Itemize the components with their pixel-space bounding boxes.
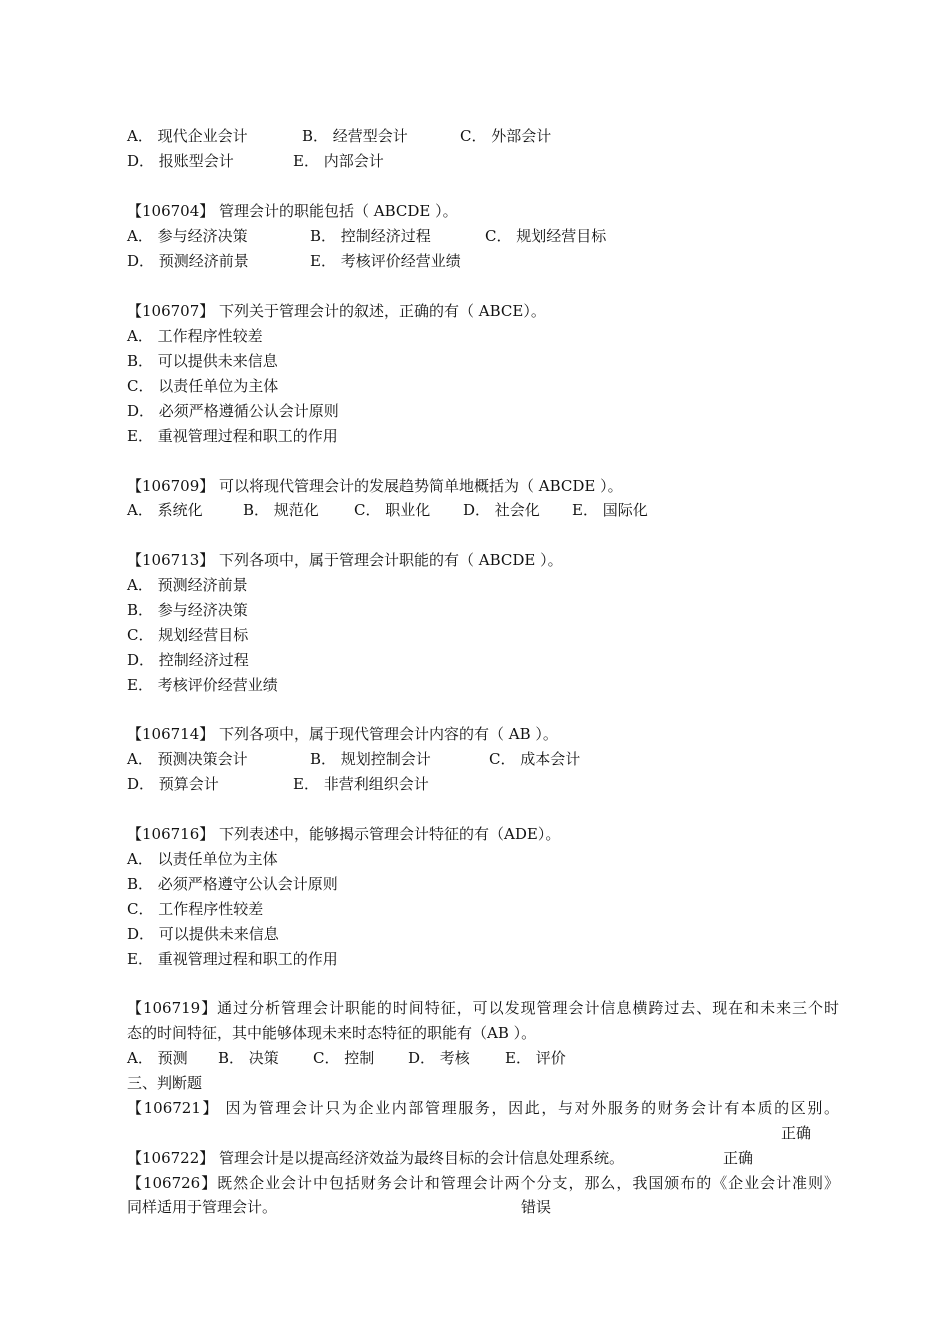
option-c: C． 以责任单位为主体 [127, 377, 279, 395]
option-b: B． 经营型会计 [302, 127, 408, 145]
option-e: E． 重视管理过程和职工的作用 [127, 950, 338, 968]
option-e: E． 国际化 [572, 501, 648, 519]
option-a: A． 参与经济决策 [127, 227, 248, 245]
judgment-stem: 【106721】 因为管理会计只为企业内部管理服务，因此，与对外服务的财务会计有本质的区别。 [127, 1099, 839, 1117]
section-title: 三、判断题 [127, 1074, 203, 1092]
option-a: A． 以责任单位为主体 [127, 850, 278, 868]
option-a: A． 现代企业会计 [127, 127, 248, 145]
option-d: D． 考核 [408, 1049, 470, 1067]
option-e: E． 非营利组织会计 [293, 775, 429, 793]
option-b: B． 决策 [218, 1049, 279, 1067]
option-d: D． 必须严格遵循公认会计原则 [127, 402, 339, 420]
option-c: C． 控制 [313, 1049, 375, 1067]
option-e: E． 考核评价经营业绩 [127, 676, 278, 694]
question-stem: 【106714】 下列各项中，属于现代管理会计内容的有（ AB ）。 [127, 725, 558, 743]
option-c: C． 规划经营目标 [127, 626, 249, 644]
question-stem: 【106709】 可以将现代管理会计的发展趋势简单地概括为（ ABCDE ）。 [127, 477, 623, 495]
judgment-answer: 错误 [521, 1198, 552, 1216]
option-e: E． 内部会计 [293, 152, 384, 170]
question-stem: 【106704】 管理会计的职能包括（ ABCDE ）。 [127, 202, 458, 220]
option-b: B． 规范化 [243, 501, 319, 519]
option-e: E． 考核评价经营业绩 [310, 252, 461, 270]
option-a: A． 工作程序性较差 [127, 327, 263, 345]
option-d: D． 社会化 [463, 501, 540, 519]
question-stem: 【106707】 下列关于管理会计的叙述，正确的有（ ABCE）。 [127, 302, 546, 320]
option-d: D． 可以提供未来信息 [127, 925, 279, 943]
option-b: B． 必须严格遵守公认会计原则 [127, 875, 338, 893]
option-c: C． 外部会计 [460, 127, 552, 145]
option-b: B． 参与经济决策 [127, 601, 248, 619]
question-stem-line2: 态的时间特征，其中能够体现未来时态特征的职能有（AB ）。 [127, 1024, 537, 1042]
option-a: A． 预测决策会计 [127, 750, 248, 768]
option-e: E． 评价 [505, 1049, 566, 1067]
option-c: C． 规划经营目标 [485, 227, 607, 245]
option-a: A． 预测 [127, 1049, 188, 1067]
judgment-answer: 正确 [781, 1124, 812, 1142]
judgment-answer: 正确 [723, 1149, 754, 1167]
option-e: E． 重视管理过程和职工的作用 [127, 427, 338, 445]
question-stem: 【106716】 下列表述中，能够揭示管理会计特征的有（ADE）。 [127, 825, 561, 843]
question-stem: 【106713】 下列各项中，属于管理会计职能的有（ ABCDE ）。 [127, 551, 563, 569]
judgment-stem: 【106722】 管理会计是以提高经济效益为最终目标的会计信息处理系统。 [127, 1149, 625, 1167]
option-c: C． 职业化 [354, 501, 431, 519]
option-d: D． 预算会计 [127, 775, 219, 793]
option-b: B． 可以提供未来信息 [127, 352, 278, 370]
judgment-stem-line2: 同样适用于管理会计。 [127, 1198, 278, 1216]
option-c: C． 成本会计 [489, 750, 581, 768]
option-d: D． 预测经济前景 [127, 252, 249, 270]
option-d: D． 控制经济过程 [127, 651, 249, 669]
judgment-stem-line1: 【106726】既然企业会计中包括财务会计和管理会计两个分支，那么，我国颁布的《企业会计准则》 [127, 1174, 839, 1192]
option-a: A． 预测经济前景 [127, 576, 248, 594]
option-d: D． 报账型会计 [127, 152, 234, 170]
option-b: B． 规划控制会计 [310, 750, 431, 768]
option-c: C． 工作程序性较差 [127, 900, 264, 918]
option-a: A． 系统化 [127, 501, 203, 519]
question-stem-line1: 【106719】通过分析管理会计职能的时间特征，可以发现管理会计信息横跨过去、现在和未来三个时 [127, 999, 839, 1017]
option-b: B． 控制经济过程 [310, 227, 431, 245]
